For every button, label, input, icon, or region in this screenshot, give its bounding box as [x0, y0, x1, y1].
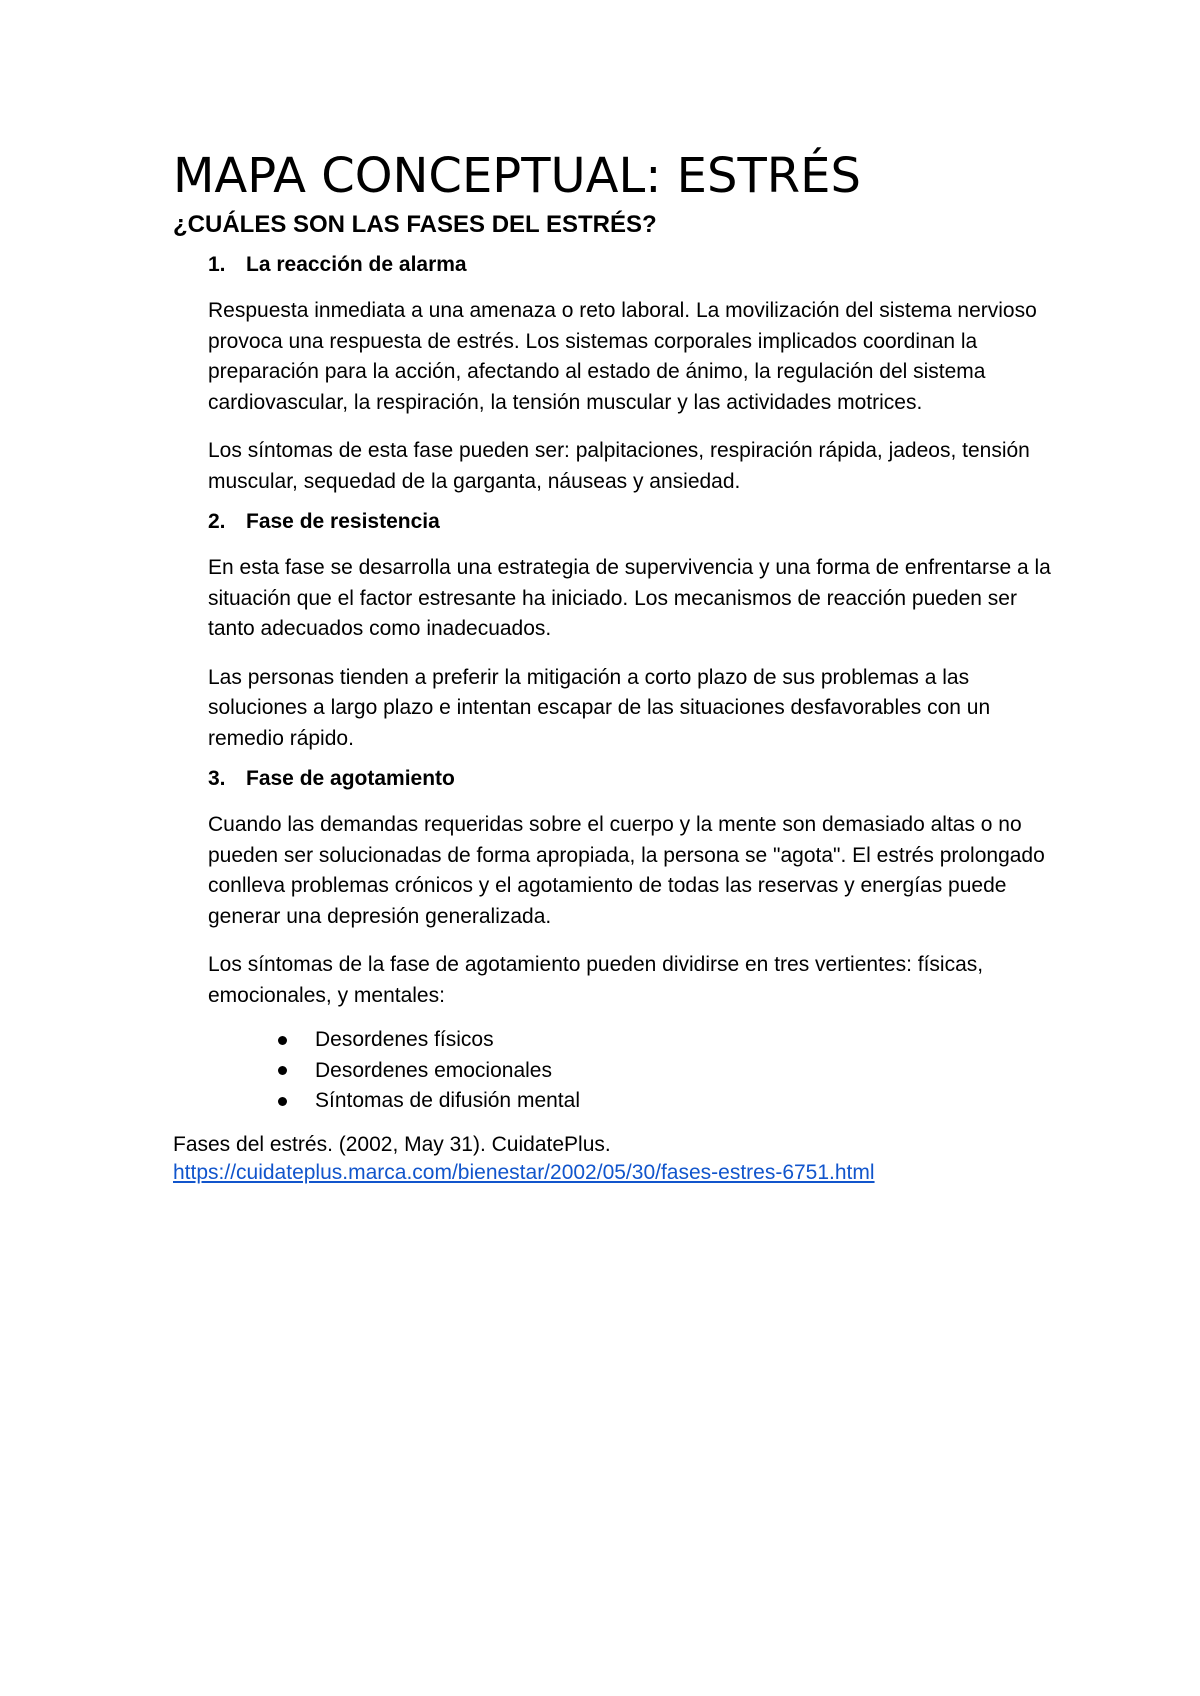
list-item-text: Síntomas de difusión mental: [315, 1089, 580, 1112]
paragraph: En esta fase se desarrolla una estrategia de supervivencia y una forma de enfrentarse a la situación que el factor estresante ha iniciado. Los mecanismos de reacción pueden ser tanto adecuados como inadecuados.: [208, 556, 1051, 640]
list-item: [278, 1056, 1053, 1087]
paragraph: Las personas tienden a preferir la mitigación a corto plazo de sus problemas a las soluciones a largo plazo e intentan escapar de las situaciones desfavorables con un remedio rápido.: [208, 665, 991, 750]
list-item: [278, 1025, 1053, 1056]
phase-number: 3.: [208, 767, 226, 790]
page-subtitle: ¿CUÁLES SON LAS FASES DEL ESTRÉS?: [173, 211, 657, 238]
phase-title: Fase de agotamiento: [246, 767, 455, 790]
reference-text: Fases del estrés. (2002, May 31). CuidatePlus.: [173, 1132, 611, 1156]
phase-1: [173, 252, 1053, 497]
reference-link[interactable]: https://cuidateplus.marca.com/bienestar/2002/05/30/fases-estres-6751.html: [173, 1160, 875, 1184]
paragraph: Los síntomas de la fase de agotamiento pueden dividirse en tres vertientes: físicas, emocionales, y mentales:: [208, 953, 984, 1007]
paragraph: Respuesta inmediata a una amenaza o reto laboral. La movilización del sistema nervioso provoca una respuesta de estrés. Los sistemas corporales implicados coordinan la preparación para la acción, afectando al estado de ánimo, la regulación del sistema cardiovascular, la respiración, la tensión muscular y las actividades motrices.: [208, 299, 1037, 414]
list-item: [278, 1086, 1053, 1117]
phase-heading: [208, 252, 1053, 278]
document-body: [173, 148, 1053, 1187]
phase-heading: [208, 766, 1053, 792]
phase-heading: [208, 509, 1053, 535]
list-item-text: Desordenes físicos: [315, 1028, 494, 1051]
reference: [173, 1131, 1053, 1187]
bullet-icon: [278, 1066, 287, 1075]
phase-3: [173, 766, 1053, 1117]
paragraph: Cuando las demandas requeridas sobre el cuerpo y la mente son demasiado altas o no pueden ser solucionadas de forma apropiada, la persona se "agota". El estrés prolongado conlleva problemas crónicos y el agotamiento de todas las reservas y energías puede generar una depresión generalizada.: [208, 813, 1045, 928]
bullet-icon: [278, 1036, 287, 1045]
page-title: MAPA CONCEPTUAL: ESTRÉS: [173, 148, 861, 204]
bullet-icon: [278, 1097, 287, 1106]
phase-title: Fase de resistencia: [246, 510, 440, 533]
symptom-list: [278, 1025, 1053, 1117]
list-item-text: Desordenes emocionales: [315, 1058, 552, 1082]
paragraph: Los síntomas de esta fase pueden ser: palpitaciones, respiración rápida, jadeos, tensión muscular, sequedad de la garganta, náuseas y ansiedad.: [208, 439, 1030, 493]
phase-number: 1.: [208, 253, 226, 276]
phase-2: [173, 509, 1053, 754]
phase-number: 2.: [208, 510, 226, 533]
phase-title: La reacción de alarma: [246, 253, 467, 276]
